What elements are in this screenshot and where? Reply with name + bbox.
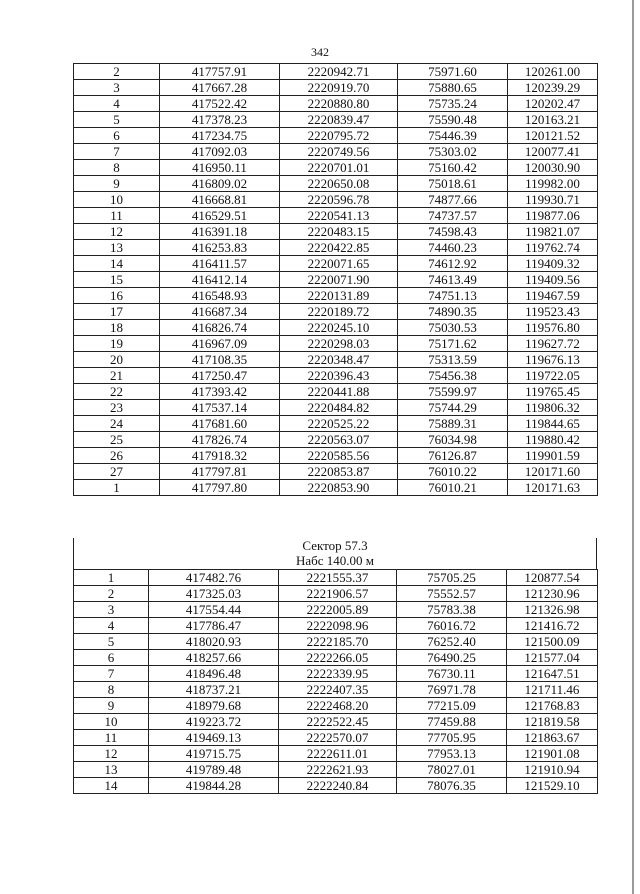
coordinate-cell: 119901.59 xyxy=(508,448,598,464)
coordinate-cell: 2220422.85 xyxy=(280,240,398,256)
table-row xyxy=(74,144,598,160)
point-number-cell: 8 xyxy=(74,682,149,698)
coordinate-cell: 121863.67 xyxy=(507,730,598,746)
coordinate-cell: 75599.97 xyxy=(398,384,508,400)
point-number-cell: 7 xyxy=(74,144,160,160)
coordinate-cell: 2220441.88 xyxy=(280,384,398,400)
coordinate-cell: 2222611.01 xyxy=(279,746,397,762)
table-row xyxy=(74,416,598,432)
coordinate-cell: 121500.09 xyxy=(507,634,598,650)
point-number-cell: 26 xyxy=(74,448,160,464)
coordinate-cell: 74460.23 xyxy=(398,240,508,256)
coordinate-cell: 75705.25 xyxy=(397,570,507,586)
coordinate-cell: 120877.54 xyxy=(507,570,598,586)
coordinate-cell: 2220483.15 xyxy=(280,224,398,240)
coordinate-cell: 417234.75 xyxy=(160,128,280,144)
point-number-cell: 5 xyxy=(74,634,149,650)
coordinate-cell: 77953.13 xyxy=(397,746,507,762)
coordinate-cell: 417826.74 xyxy=(160,432,280,448)
coordinate-cell: 2222522.45 xyxy=(279,714,397,730)
table-row xyxy=(74,240,598,256)
coordinate-cell: 417681.60 xyxy=(160,416,280,432)
table-row xyxy=(74,666,598,682)
coordinate-cell: 2220071.90 xyxy=(280,272,398,288)
coordinate-cell: 2220541.13 xyxy=(280,208,398,224)
coordinate-cell: 2222621.93 xyxy=(279,762,397,778)
coordinate-cell: 416529.51 xyxy=(160,208,280,224)
table-row xyxy=(74,698,598,714)
coordinate-cell: 2222185.70 xyxy=(279,634,397,650)
coordinate-cell: 417757.91 xyxy=(160,64,280,80)
point-number-cell: 12 xyxy=(74,746,149,762)
coordinate-cell: 2222570.07 xyxy=(279,730,397,746)
coordinate-cell: 121768.83 xyxy=(507,698,598,714)
coordinate-cell: 121711.46 xyxy=(507,682,598,698)
point-number-cell: 22 xyxy=(74,384,160,400)
coordinate-cell: 119806.32 xyxy=(508,400,598,416)
table-row xyxy=(74,464,598,480)
point-number-cell: 11 xyxy=(74,208,160,224)
coordinate-cell: 2220189.72 xyxy=(280,304,398,320)
coordinate-cell: 416391.18 xyxy=(160,224,280,240)
coordinate-cell: 2222266.05 xyxy=(279,650,397,666)
point-number-cell: 11 xyxy=(74,730,149,746)
coordinate-cell: 120077.41 xyxy=(508,144,598,160)
coordinate-cell: 2220880.80 xyxy=(280,96,398,112)
coordinate-cell: 121577.04 xyxy=(507,650,598,666)
table-row xyxy=(74,730,598,746)
coordinate-cell: 119762.74 xyxy=(508,240,598,256)
coordinate-cell: 2220942.71 xyxy=(280,64,398,80)
table-row xyxy=(74,64,598,80)
coordinate-cell: 76016.72 xyxy=(397,618,507,634)
coordinate-cell: 75160.42 xyxy=(398,160,508,176)
point-number-cell: 8 xyxy=(74,160,160,176)
coordinate-cell: 418257.66 xyxy=(149,650,279,666)
coordinate-cell: 417667.28 xyxy=(160,80,280,96)
point-number-cell: 1 xyxy=(74,570,149,586)
coordinate-cell: 2220131.89 xyxy=(280,288,398,304)
point-number-cell: 13 xyxy=(74,762,149,778)
point-number-cell: 25 xyxy=(74,432,160,448)
coordinate-cell: 416809.02 xyxy=(160,176,280,192)
point-number-cell: 3 xyxy=(74,602,149,618)
coordinate-cell: 418979.68 xyxy=(149,698,279,714)
coordinate-cell: 2220701.01 xyxy=(280,160,398,176)
point-number-cell: 10 xyxy=(74,714,149,730)
table-row xyxy=(74,272,598,288)
coordinate-cell: 77705.95 xyxy=(397,730,507,746)
coordinate-cell: 2220585.56 xyxy=(280,448,398,464)
coordinate-cell: 78027.01 xyxy=(397,762,507,778)
table-row xyxy=(74,634,598,650)
table-row xyxy=(74,762,598,778)
coordinate-cell: 2220348.47 xyxy=(280,352,398,368)
table-row xyxy=(74,778,598,794)
point-number-cell: 15 xyxy=(74,272,160,288)
coordinate-cell: 74598.43 xyxy=(398,224,508,240)
coordinate-cell: 76126.87 xyxy=(398,448,508,464)
table-row xyxy=(74,602,598,618)
coordinate-cell: 75456.38 xyxy=(398,368,508,384)
coordinate-cell: 418020.93 xyxy=(149,634,279,650)
coordinate-cell: 2220650.08 xyxy=(280,176,398,192)
coordinate-cell: 2220853.90 xyxy=(280,480,398,496)
coordinate-cell: 416548.93 xyxy=(160,288,280,304)
coordinate-cell: 121819.58 xyxy=(507,714,598,730)
point-number-cell: 24 xyxy=(74,416,160,432)
coordinate-cell: 75971.60 xyxy=(398,64,508,80)
table-row xyxy=(74,288,598,304)
point-number-cell: 14 xyxy=(74,778,149,794)
point-number-cell: 19 xyxy=(74,336,160,352)
table-row xyxy=(74,224,598,240)
table-row xyxy=(74,304,598,320)
coordinate-cell: 76252.40 xyxy=(397,634,507,650)
coordinate-cell: 419469.13 xyxy=(149,730,279,746)
point-number-cell: 20 xyxy=(74,352,160,368)
coordinate-cell: 119821.07 xyxy=(508,224,598,240)
point-number-cell: 1 xyxy=(74,480,160,496)
coordinate-cell: 120030.90 xyxy=(508,160,598,176)
coordinate-cell: 419789.48 xyxy=(149,762,279,778)
coordinate-cell: 119880.42 xyxy=(508,432,598,448)
coordinate-cell: 416253.83 xyxy=(160,240,280,256)
table-row xyxy=(74,570,598,586)
coordinate-cell: 417092.03 xyxy=(160,144,280,160)
table-row xyxy=(74,384,598,400)
coordinate-cell: 2220795.72 xyxy=(280,128,398,144)
point-number-cell: 3 xyxy=(74,80,160,96)
coordinate-cell: 120261.00 xyxy=(508,64,598,80)
page-number: 342 xyxy=(311,45,329,59)
coordinate-cell: 2220839.47 xyxy=(280,112,398,128)
table-row xyxy=(74,618,598,634)
coordinate-cell: 419715.75 xyxy=(149,746,279,762)
point-number-cell: 6 xyxy=(74,650,149,666)
coordinate-cell: 75735.24 xyxy=(398,96,508,112)
coordinates-table-top xyxy=(73,63,598,496)
coordinate-cell: 77459.88 xyxy=(397,714,507,730)
coordinate-cell: 75018.61 xyxy=(398,176,508,192)
table-row xyxy=(74,352,598,368)
coordinate-cell: 416412.14 xyxy=(160,272,280,288)
table-row xyxy=(74,480,598,496)
coordinate-cell: 2220919.70 xyxy=(280,80,398,96)
coordinate-cell: 119930.71 xyxy=(508,192,598,208)
coordinate-cell: 75446.39 xyxy=(398,128,508,144)
coordinate-cell: 2220853.87 xyxy=(280,464,398,480)
coordinate-cell: 2220298.03 xyxy=(280,336,398,352)
point-number-cell: 9 xyxy=(74,176,160,192)
point-number-cell: 6 xyxy=(74,128,160,144)
coordinate-cell: 418737.21 xyxy=(149,682,279,698)
coordinate-cell: 2222339.95 xyxy=(279,666,397,682)
point-number-cell: 23 xyxy=(74,400,160,416)
coordinate-cell: 119844.65 xyxy=(508,416,598,432)
coordinate-cell: 2220245.10 xyxy=(280,320,398,336)
coordinate-cell: 417797.81 xyxy=(160,464,280,480)
point-number-cell: 10 xyxy=(74,192,160,208)
coordinate-cell: 2221906.57 xyxy=(279,586,397,602)
table-row xyxy=(74,448,598,464)
coordinate-cell: 2222468.20 xyxy=(279,698,397,714)
coordinate-cell: 119576.80 xyxy=(508,320,598,336)
table-row xyxy=(74,160,598,176)
table-row xyxy=(74,650,598,666)
coordinate-cell: 121910.94 xyxy=(507,762,598,778)
coordinate-cell: 119409.32 xyxy=(508,256,598,272)
coordinate-cell: 75889.31 xyxy=(398,416,508,432)
coordinate-cell: 74737.57 xyxy=(398,208,508,224)
coordinate-cell: 77215.09 xyxy=(397,698,507,714)
point-number-cell: 5 xyxy=(74,112,160,128)
table-row xyxy=(74,682,598,698)
coordinate-cell: 418496.48 xyxy=(149,666,279,682)
coordinate-cell: 416668.81 xyxy=(160,192,280,208)
coordinate-cell: 417918.32 xyxy=(160,448,280,464)
table-row xyxy=(74,746,598,762)
point-number-cell: 16 xyxy=(74,288,160,304)
coordinate-cell: 417325.03 xyxy=(149,586,279,602)
coordinate-cell: 416687.34 xyxy=(160,304,280,320)
coordinate-cell: 2220749.56 xyxy=(280,144,398,160)
coordinate-cell: 121230.96 xyxy=(507,586,598,602)
coordinate-cell: 121647.51 xyxy=(507,666,598,682)
sector-title: Сектор 57.3 xyxy=(302,538,368,553)
coordinate-cell: 121529.10 xyxy=(507,778,598,794)
table-row xyxy=(74,96,598,112)
point-number-cell: 9 xyxy=(74,698,149,714)
coordinate-cell: 120171.63 xyxy=(508,480,598,496)
coordinate-cell: 75171.62 xyxy=(398,336,508,352)
coordinate-cell: 119982.00 xyxy=(508,176,598,192)
coordinate-cell: 2220484.82 xyxy=(280,400,398,416)
coordinate-cell: 419223.72 xyxy=(149,714,279,730)
coordinate-cell: 119627.72 xyxy=(508,336,598,352)
coordinate-cell: 121416.72 xyxy=(507,618,598,634)
table-row xyxy=(74,368,598,384)
coordinate-cell: 75303.02 xyxy=(398,144,508,160)
table-row xyxy=(74,176,598,192)
point-number-cell: 17 xyxy=(74,304,160,320)
coordinate-cell: 76010.22 xyxy=(398,464,508,480)
coordinate-cell: 2220596.78 xyxy=(280,192,398,208)
coordinate-cell: 417537.14 xyxy=(160,400,280,416)
coordinates-table-bottom xyxy=(73,569,598,794)
point-number-cell: 12 xyxy=(74,224,160,240)
coordinate-cell: 417786.47 xyxy=(149,618,279,634)
coordinate-cell: 75783.38 xyxy=(397,602,507,618)
coordinate-cell: 120239.29 xyxy=(508,80,598,96)
coordinate-cell: 76490.25 xyxy=(397,650,507,666)
coordinate-cell: 120121.52 xyxy=(508,128,598,144)
coordinate-cell: 416411.57 xyxy=(160,256,280,272)
coordinate-cell: 417797.80 xyxy=(160,480,280,496)
coordinate-cell: 417108.35 xyxy=(160,352,280,368)
table-row xyxy=(74,80,598,96)
coordinate-cell: 417393.42 xyxy=(160,384,280,400)
coordinate-cell: 119877.06 xyxy=(508,208,598,224)
sector-header xyxy=(73,538,597,569)
coordinate-cell: 119409.56 xyxy=(508,272,598,288)
coordinate-cell: 75744.29 xyxy=(398,400,508,416)
coordinate-cell: 76010.21 xyxy=(398,480,508,496)
coordinate-cell: 75030.53 xyxy=(398,320,508,336)
point-number-cell: 13 xyxy=(74,240,160,256)
scan-edge-right xyxy=(632,0,634,894)
coordinate-cell: 120171.60 xyxy=(508,464,598,480)
table-row xyxy=(74,400,598,416)
coordinate-cell: 2220071.65 xyxy=(280,256,398,272)
coordinate-cell: 2220525.22 xyxy=(280,416,398,432)
coordinate-cell: 74890.35 xyxy=(398,304,508,320)
coordinate-cell: 75552.57 xyxy=(397,586,507,602)
table-row xyxy=(74,192,598,208)
coordinate-cell: 417250.47 xyxy=(160,368,280,384)
table-row xyxy=(74,128,598,144)
table-row xyxy=(74,336,598,352)
coordinate-cell: 2222407.35 xyxy=(279,682,397,698)
point-number-cell: 18 xyxy=(74,320,160,336)
coordinate-cell: 76730.11 xyxy=(397,666,507,682)
coordinate-cell: 74751.13 xyxy=(398,288,508,304)
coordinate-cell: 74612.92 xyxy=(398,256,508,272)
coordinate-cell: 76971.78 xyxy=(397,682,507,698)
coordinate-cell: 2222005.89 xyxy=(279,602,397,618)
sector-height: Набс 140.00 м xyxy=(295,553,375,568)
coordinate-cell: 75590.48 xyxy=(398,112,508,128)
coordinate-cell: 417482.76 xyxy=(149,570,279,586)
coordinate-cell: 119765.45 xyxy=(508,384,598,400)
table-row xyxy=(74,432,598,448)
point-number-cell: 2 xyxy=(74,64,160,80)
point-number-cell: 14 xyxy=(74,256,160,272)
coordinate-cell: 2222240.84 xyxy=(279,778,397,794)
coordinate-cell: 417554.44 xyxy=(149,602,279,618)
coordinate-cell: 120163.21 xyxy=(508,112,598,128)
coordinate-cell: 76034.98 xyxy=(398,432,508,448)
coordinate-cell: 120202.47 xyxy=(508,96,598,112)
coordinate-cell: 419844.28 xyxy=(149,778,279,794)
coordinate-cell: 75313.59 xyxy=(398,352,508,368)
coordinate-cell: 2220563.07 xyxy=(280,432,398,448)
table-row xyxy=(74,256,598,272)
coordinate-cell: 74613.49 xyxy=(398,272,508,288)
table-row xyxy=(74,586,598,602)
coordinate-cell: 416950.11 xyxy=(160,160,280,176)
coordinate-cell: 2222098.96 xyxy=(279,618,397,634)
coordinate-cell: 2220396.43 xyxy=(280,368,398,384)
point-number-cell: 4 xyxy=(74,618,149,634)
coordinate-cell: 121326.98 xyxy=(507,602,598,618)
point-number-cell: 2 xyxy=(74,586,149,602)
coordinate-cell: 119523.43 xyxy=(508,304,598,320)
table-row xyxy=(74,714,598,730)
point-number-cell: 4 xyxy=(74,96,160,112)
coordinate-cell: 119467.59 xyxy=(508,288,598,304)
coordinate-cell: 417522.42 xyxy=(160,96,280,112)
coordinate-cell: 417378.23 xyxy=(160,112,280,128)
coordinate-cell: 2221555.37 xyxy=(279,570,397,586)
coordinate-cell: 119722.05 xyxy=(508,368,598,384)
coordinate-cell: 74877.66 xyxy=(398,192,508,208)
point-number-cell: 7 xyxy=(74,666,149,682)
point-number-cell: 21 xyxy=(74,368,160,384)
table-row xyxy=(74,112,598,128)
table-row xyxy=(74,208,598,224)
coordinate-cell: 121901.08 xyxy=(507,746,598,762)
point-number-cell: 27 xyxy=(74,464,160,480)
coordinate-cell: 78076.35 xyxy=(397,778,507,794)
table-row xyxy=(74,320,598,336)
coordinate-cell: 416826.74 xyxy=(160,320,280,336)
coordinate-cell: 75880.65 xyxy=(398,80,508,96)
coordinate-cell: 119676.13 xyxy=(508,352,598,368)
coordinate-cell: 416967.09 xyxy=(160,336,280,352)
